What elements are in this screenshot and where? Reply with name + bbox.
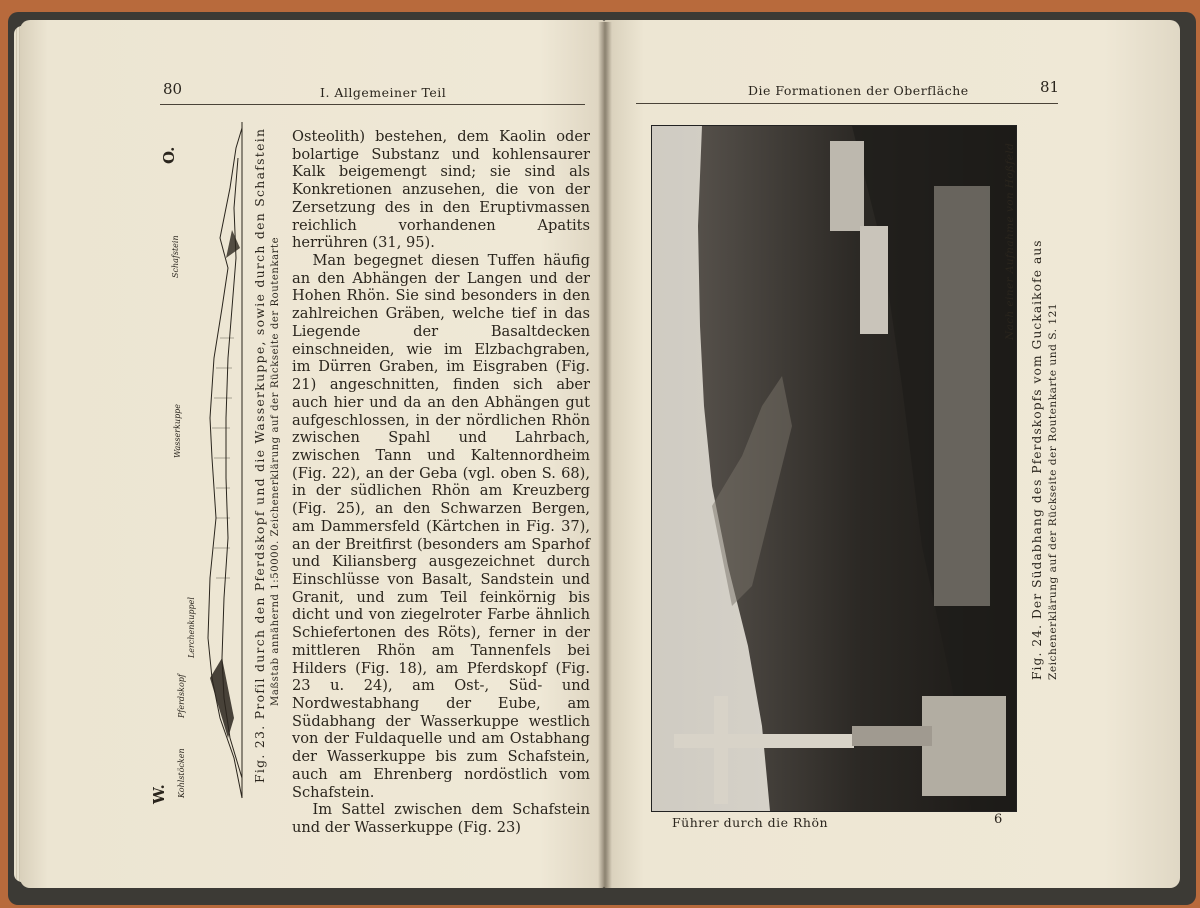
right-running-head: Die Formationen der Oberfläche bbox=[748, 83, 969, 98]
road-field bbox=[934, 186, 990, 606]
direction-west: W. bbox=[150, 784, 168, 804]
fig24-caption-sub: Zeichenerklärung auf der Rückseite der Routenkarte und S. 121 bbox=[1047, 302, 1059, 680]
label-kohlstoecken: Kohlstöcken bbox=[177, 748, 186, 798]
footer-sheet-number: 6 bbox=[994, 812, 1003, 827]
footer-signature: Führer durch die Rhön bbox=[672, 815, 829, 830]
direction-east: O. bbox=[160, 146, 178, 164]
right-page-number: 81 bbox=[1040, 78, 1060, 96]
fig23-caption-main: Fig. 23. Profil durch den Pferdskopf und die Wasserkuppe, sowie durch den Schafstein bbox=[252, 127, 267, 783]
paragraph: Osteolith) bestehen, dem Kaolin oder bolartige Substanz und kohlensaurer Kalk beigemengt sind; sie sind als Konkretionen anzusehen, die von der Zersetzung des in den Eruptivmassen reichlich vorhandenen Apatits herrühren (31, 95). bbox=[292, 128, 590, 252]
paragraph: Man begegnet diesen Tuffen häufig an den Abhängen der Langen und der Hohen Rhön. Sie sind besonders in den zahlreichen Gräben, welche tief in das Liegende der Basaltdecken einschneiden, wie im Elzbachgraben, im Dürren Graben, im Eisgraben (Fig. 21) angeschnitten, finden sich aber auch hier und da an den Abhängen gut aufgeschlossen, in der nördlichen Rhön zwischen Spahl und Lahrbach, zwischen Tann und Kaltennordheim (Fig. 22), an der Geba (vgl. oben S. 68), in der südlichen Rhön am Kreuzberg (Fig. 25), an den Schwarzen Bergen, am Dammersfeld (Kärtchen in Fig. 37), an der Breitfirst (besonders am Sparhof und Kiliansberg ausgezeichnet durch Einschlüsse von Basalt, Sandstein und Granit, und zum Teil feinkörnig bis dicht und von ziegelroter Farbe ähnlich Schiefertonen des Röts), ferner in der mittleren Rhön am Tannenfels bei Hilders (Fig. 18), am Pferdskopf (Fig. 23 u. 24), am Ost-, Süd- und Nordwestabhang der Eube, am Südabhang der Wasserkuppe westlich von der Fuldaquelle und am Ostabhang der Wasserkuppe bis zum Schafstein, auch am Ehrenberg nordöstlich vom Schafstein. bbox=[292, 252, 590, 801]
monument-base bbox=[852, 726, 932, 746]
right-header-rule bbox=[636, 103, 1058, 104]
photo-image bbox=[652, 126, 1016, 811]
left-body-text bbox=[292, 128, 590, 837]
gutter-shadow bbox=[598, 22, 612, 888]
fig23-caption-sub: Maßstab annähernd 1:50000. Zeichenerklärung auf der Rückseite der Routenkarte bbox=[270, 236, 281, 706]
fig24-caption-main: Fig. 24. Der Südabhang des Pferdskopfs vom Guckaikofe aus bbox=[1030, 239, 1044, 680]
cross-arm bbox=[714, 696, 728, 804]
label-schafstein: Schafstein bbox=[171, 235, 180, 278]
tuff-hatching bbox=[212, 338, 234, 578]
photo-credit: Nach einer Aufnahme von Hoßfeld bbox=[1004, 142, 1016, 340]
basalt-body bbox=[210, 658, 234, 738]
cross-beam bbox=[674, 734, 854, 748]
photograph-pferdskopf bbox=[651, 125, 1017, 812]
label-lerchenkuppel: Lerchenkuppel bbox=[187, 597, 196, 658]
building-upper bbox=[830, 141, 864, 231]
building-lower bbox=[860, 226, 888, 334]
profile-diagram bbox=[150, 118, 265, 808]
left-header-rule bbox=[160, 104, 585, 105]
monument-stone bbox=[922, 696, 1006, 796]
label-wasserkuppe: Wasserkuppe bbox=[173, 403, 182, 458]
left-running-head: I. Allgemeiner Teil bbox=[320, 85, 447, 100]
left-page-number: 80 bbox=[163, 80, 183, 98]
paragraph: Im Sattel zwischen dem Schafstein und der Wasserkuppe (Fig. 23) bbox=[292, 801, 590, 837]
schafstein-basalt bbox=[226, 230, 240, 258]
label-pferdskopf: Pferdskopf bbox=[177, 674, 186, 718]
